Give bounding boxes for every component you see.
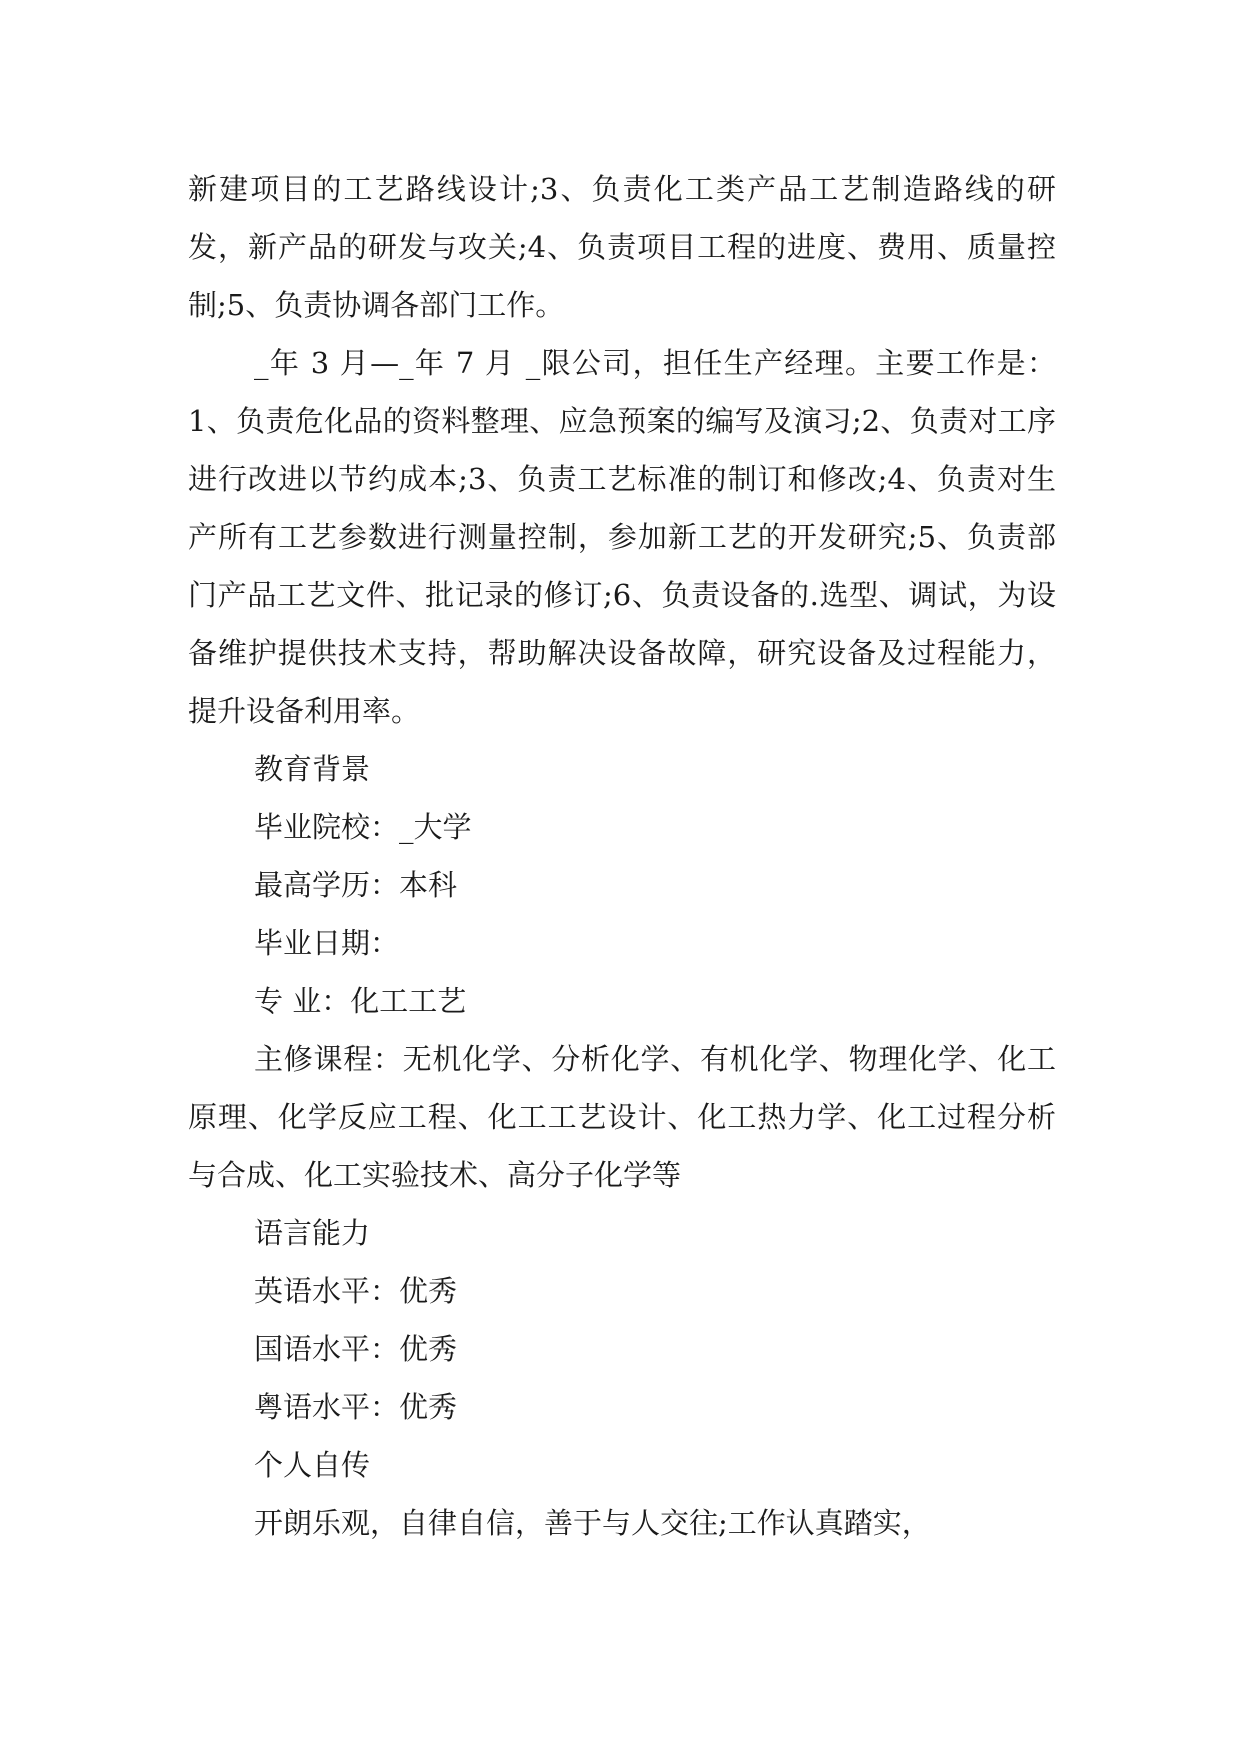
self-intro-heading: 个人自传 — [254, 1448, 371, 1482]
document-body — [188, 160, 1056, 1552]
education-courses: 主修课程：无机化学、分析化学、有机化学、物理化学、化工原理、化学反应工程、化工工艺设计、化工热力学、化工过程分析与合成、化工实验技术、高分子化学等 — [188, 1042, 1056, 1192]
education-heading: 教育背景 — [254, 752, 371, 786]
language-mandarin: 国语水平：优秀 — [254, 1332, 458, 1366]
language-heading: 语言能力 — [254, 1216, 371, 1250]
education-graduation-date: 毕业日期： — [254, 926, 400, 960]
language-cantonese: 粤语水平：优秀 — [254, 1390, 458, 1424]
education-school: 毕业院校：_大学 — [254, 810, 472, 844]
work-duties-paragraph: 新建项目的工艺路线设计;3、负责化工类产品工艺制造路线的研发，新产品的研发与攻关;4、负责项目工程的进度、费用、质量控制;5、负责协调各部门工作。 — [188, 172, 1056, 322]
work-experience-paragraph: _年 3 月—_年 7 月 _限公司，担任生产经理。主要工作是：1、负责危化品的资料整理、应急预案的编写及演习;2、负责对工序进行改进以节约成本;3、负责工艺标准的制订和修改;4、负责对生产所有工艺参数进行测量控制，参加新工艺的开发研究;5、负责部门产品工艺文件、批记录的修订;6、负责设备的.选型、调试，为设备维护提供技术支持，帮助解决设备故障，研究设备及过程能力，提升设备利用率。 — [188, 346, 1056, 728]
education-degree: 最高学历：本科 — [254, 868, 458, 902]
education-major: 专 业：化工工艺 — [254, 984, 467, 1018]
language-english: 英语水平：优秀 — [254, 1274, 458, 1308]
self-intro-text: 开朗乐观，自律自信，善于与人交往;工作认真踏实， — [254, 1506, 931, 1540]
